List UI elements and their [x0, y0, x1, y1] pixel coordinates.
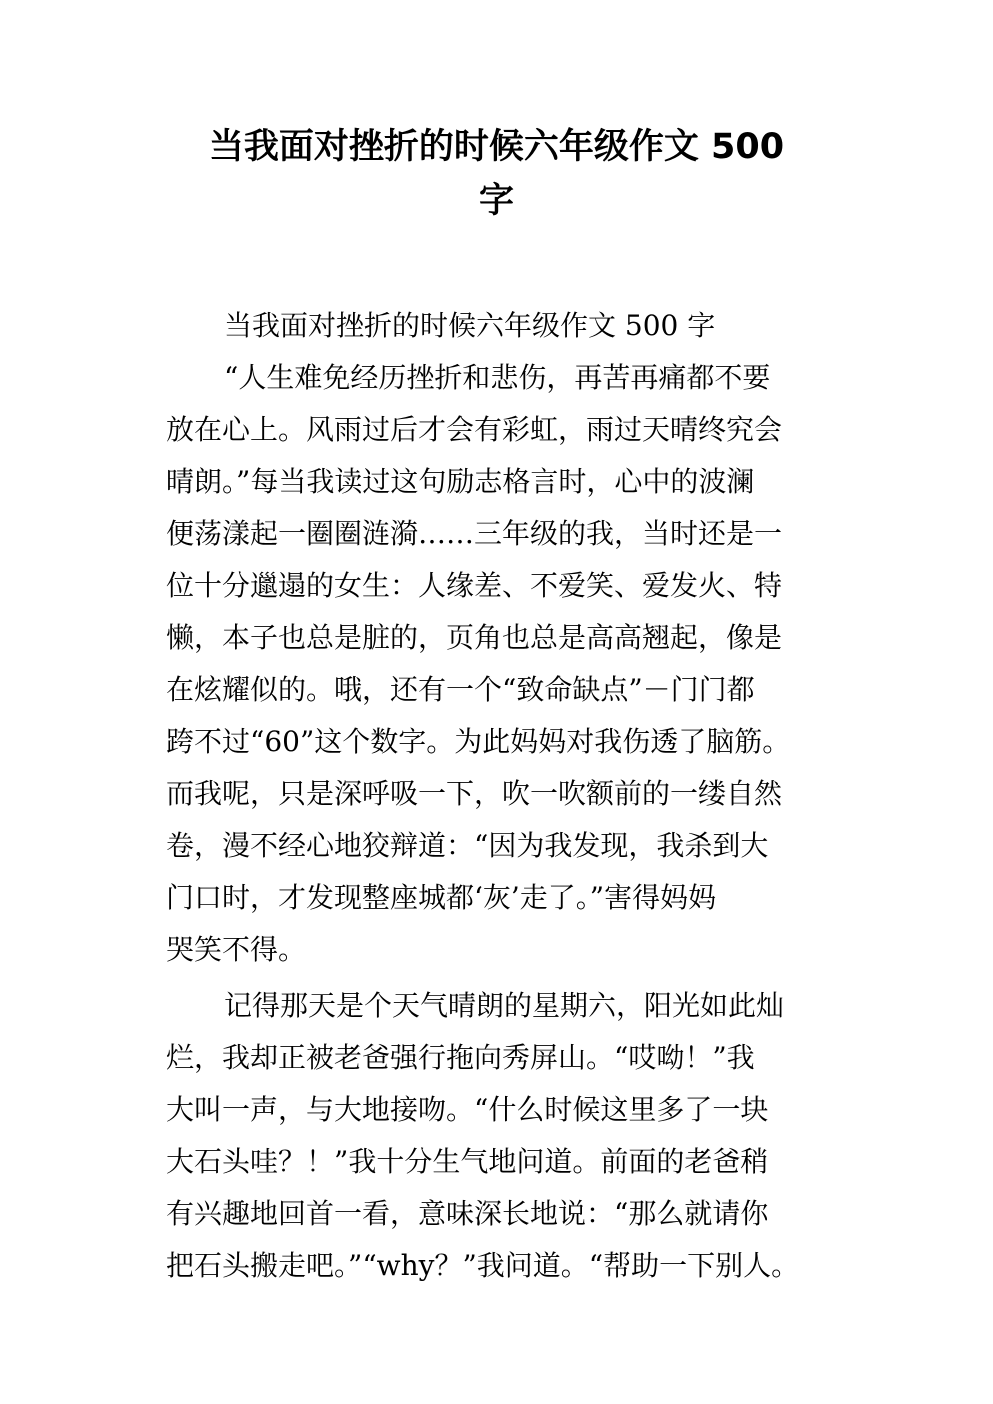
text-line: 把石头搬走吧。”“why？”我问道。“帮助一下别人。 [166, 1249, 800, 1282]
text-line: 烂，我却正被老爸强行拖向秀屏山。“哎呦！”我 [166, 1041, 755, 1074]
text-line: 卷，漫不经心地狡辩道：“因为我发现，我杀到大 [166, 829, 769, 862]
paragraph-1 [166, 352, 866, 976]
text-line: 记得那天是个天气晴朗的星期六，阳光如此灿 [224, 989, 785, 1022]
title-line-2: 字 [478, 181, 514, 221]
text-line: 门口时，才发现整座城都‘灰’走了。”害得妈妈 [166, 881, 717, 914]
document-body [166, 300, 866, 1292]
text-line: 便荡漾起一圈圈涟漪……三年级的我，当时还是一 [166, 517, 783, 550]
text-line: 跨不过“60”这个数字。为此妈妈对我伤透了脑筋。 [166, 725, 791, 758]
paragraph-2 [166, 980, 866, 1292]
text-line: 放在心上。风雨过后才会有彩虹，雨过天晴终究会 [166, 413, 783, 446]
text-line: 有兴趣地回首一看，意味深长地说：“那么就请你 [166, 1197, 769, 1230]
subtitle-line: 当我面对挫折的时候六年级作文 500 字 [224, 309, 716, 342]
text-line: 哭笑不得。 [166, 933, 307, 966]
text-line: 晴朗。”每当我读过这句励志格言时，心中的波澜 [166, 465, 755, 498]
text-line: 在炫耀似的。哦，还有一个“致命缺点”－门门都 [166, 673, 755, 706]
text-line: 懒，本子也总是脏的，页角也总是高高翘起，像是 [166, 621, 783, 654]
text-line: 而我呢，只是深呼吸一下，吹一吹额前的一缕自然 [166, 777, 783, 810]
title-line-1: 当我面对挫折的时候六年级作文 500 [208, 127, 785, 167]
text-line: 位十分邋遢的女生：人缘差、不爱笑、爱发火、特 [166, 569, 783, 602]
text-line: 大石头哇？！”我十分生气地问道。前面的老爸稍 [166, 1145, 769, 1178]
text-line: “人生难免经历挫折和悲伤，再苦再痛都不要 [224, 361, 771, 394]
document-title [150, 120, 843, 228]
text-line: 大叫一声，与大地接吻。“什么时候这里多了一块 [166, 1093, 769, 1126]
